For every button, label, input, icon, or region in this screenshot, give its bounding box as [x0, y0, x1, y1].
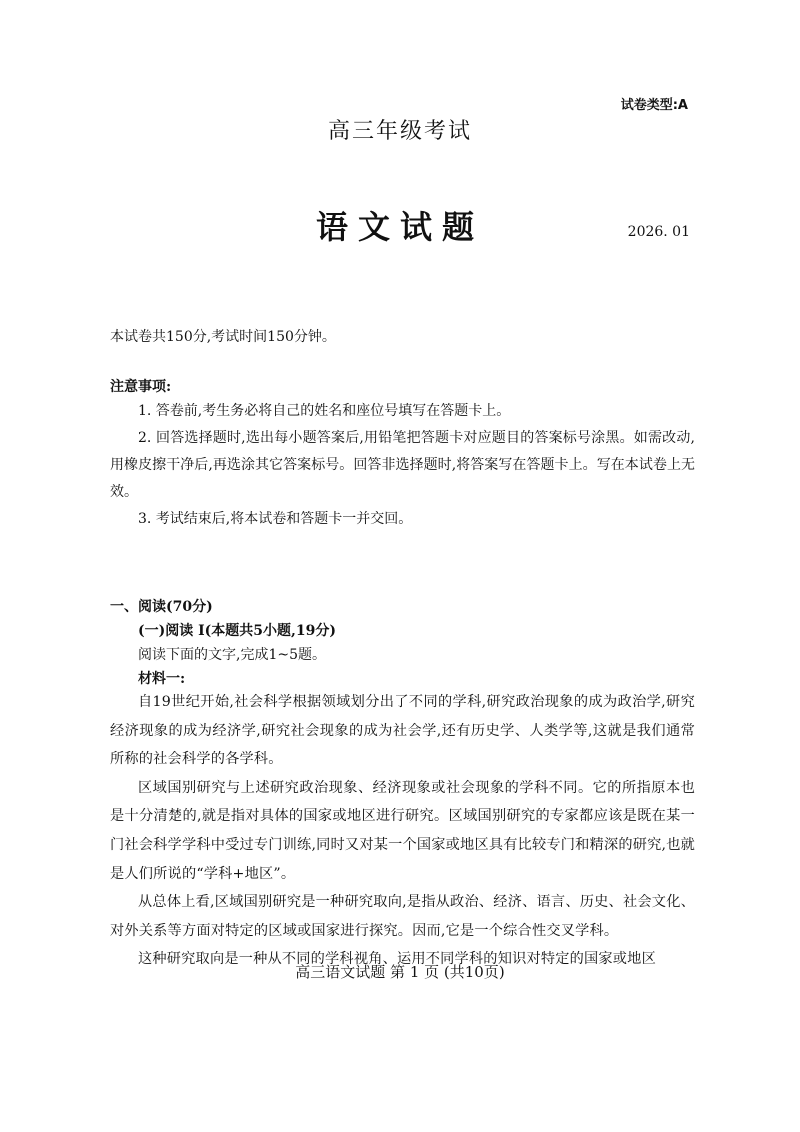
notes-heading: 注意事项:: [110, 379, 172, 395]
subject-title: 语文试题: [315, 208, 484, 246]
page-footer: 高三语文试题 第 1 页 (共10页): [295, 963, 505, 981]
note-item: 2. 回答选择题时,选出每小题答案后,用铅笔把答题卡对应题目的答案标号涂黑。如需改动,用橡皮擦干净后,再选涂其它答案标号。回答非选择题时,将答案写在答题卡上。写在本试卷上无效。: [110, 430, 695, 500]
material-label: 材料一:: [138, 671, 186, 687]
passage-paragraph: 区域国别研究与上述研究政治现象、经济现象或社会现象的学科不同。它的所指原本也是十分清楚的,就是指对具体的国家或地区进行研究。区域国别研究的专家都应该是既在某一门社会科学学科中受过专门训练,同时又对某一个国家或地区具有比较专门和精深的研究,也就是人们所说的“学科+地区”。: [110, 779, 695, 882]
reading-subheading: (一)阅读 I(本题共5小题,19分): [138, 623, 337, 639]
paper-type-label: 试卷类型:A: [620, 98, 688, 113]
exam-title: 高三年级考试: [327, 119, 472, 144]
reading-passage: [110, 688, 695, 974]
note-item: 1. 答卷前,考生务必将自己的姓名和座位号填写在答题卡上。: [138, 403, 511, 419]
exam-date: 2026. 01: [627, 224, 690, 240]
section-heading: 一、阅读(70分): [110, 599, 213, 615]
reading-instruction: 阅读下面的文字,完成1~5题。: [138, 647, 326, 663]
passage-paragraph: 从总体上看,区域国别研究是一种研究取向,是指从政治、经济、语言、历史、社会文化、对外关系等方面对特定的区域或国家进行探究。因而,它是一个综合性交叉学科。: [110, 894, 695, 939]
passage-paragraph: 自19世纪开始,社会科学根据领域划分出了不同的学科,研究政治现象的成为政治学,研究经济现象的成为经济学,研究社会现象的成为社会学,还有历史学、人类学等,这就是我们通常所称的社会科学的各学科。: [110, 694, 695, 768]
exam-intro: 本试卷共150分,考试时间150分钟。: [110, 329, 336, 345]
passage-paragraph: 这种研究取向是一种从不同的学科视角、运用不同学科的知识对特定的国家或地区: [138, 951, 656, 968]
notes-list: [110, 398, 695, 533]
note-item: 3. 考试结束后,将本试卷和答题卡一并交回。: [138, 511, 413, 527]
